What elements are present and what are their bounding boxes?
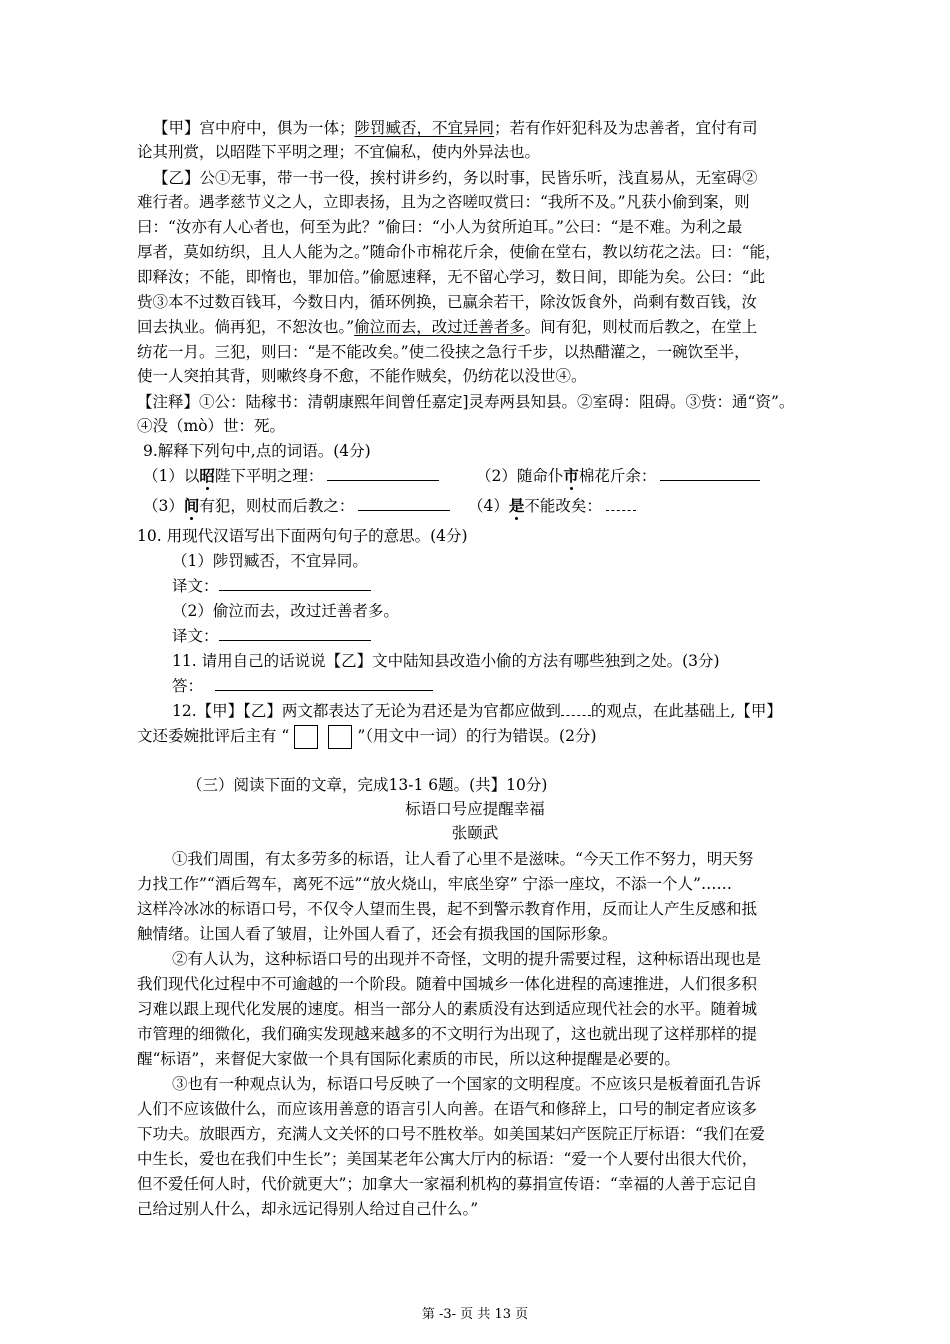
article-author: 张颐武: [451, 824, 499, 842]
yi-line-4: 厚者，莫如纺织，且人人能为之。”随命仆市棉花斤余，使偷在堂右，教以纺花之法。曰：“能，: [137, 243, 781, 261]
article-title: 标语口号应提醒幸福: [405, 800, 545, 818]
yi-line-8: 纺花一月。三犯，则曰：“是不能改矣。”使二役挟之急行千步，以热醋灌之，一碗饮至半，: [137, 343, 750, 361]
note-line-2: ④没（mò）世：死。: [137, 417, 286, 435]
q10-translation-2: 译文：: [172, 624, 371, 648]
q9-item-4: （4）是不能改矣：: [468, 494, 636, 518]
yi-line-6: 赀③本不过数百钱耳，今数日内，循环例换，已赢余若干，除汝饭食外，尚剩有数百钱，汝: [137, 293, 758, 311]
article-p2-line-2: 我们现代化过程中不可逾越的一个阶段。随着中国城乡一体化进程的高速推进，人们很多积: [137, 975, 758, 993]
q10-sentence-2: （2）偷泣而去，改过迁善者多。: [172, 602, 399, 620]
q10-title: 10. 用现代汉语写出下面两句句子的意思。(4分): [137, 527, 468, 545]
answer-blank[interactable]: [327, 465, 439, 481]
answer-blank[interactable]: [215, 675, 433, 691]
answer-blank[interactable]: [219, 575, 371, 591]
article-p2-line-5: 醒“标语”，来督促大家做一个具有国际化素质的市民，所以这种提醒是必要的。: [137, 1050, 680, 1068]
yi-line-1: 【乙】公①无事，带一书一役，挨村讲乡约，务以时事，民皆乐听，浅直易从，无室碍②: [153, 169, 758, 187]
yi-line-5: 即释汝；不能，即惰也，罪加倍。”偷愿速释，无不留心学习，数日间，即能为矣。公曰：“此: [137, 268, 766, 286]
article-p1-line-2: 力找工作”“酒后驾车，离死不远”“放火烧山，牢底坐穿” 宁添一座坟，不添一个人”……: [137, 875, 732, 893]
article-p2-line-1: ②有人认为，这种标语口号的出现并不奇怪，文明的提升需要过程，这种标语出现也是: [172, 950, 762, 968]
article-p3-line-1: ③也有一种观点认为，标语口号反映了一个国家的文明程度。不应该只是板着面孔告诉: [172, 1075, 762, 1093]
article-p3-line-5: 但不爱任何人时，代价就更大”；加拿大一家福利机构的募捐宣传语：“幸福的人善于忘记自: [137, 1175, 758, 1193]
answer-blank[interactable]: [660, 465, 760, 481]
q9-item-1: （1）以昭陛下平明之理：: [143, 464, 439, 488]
q11-title: 11. 请用自己的话说说【乙】文中陆知县改造小偷的方法有哪些独到之处。(3分): [172, 652, 720, 670]
q12-line-2: 文还委婉批评后主有 “ ”（用文中一词）的行为错误。(2分): [137, 724, 597, 749]
jia-line-2: 论其刑赏，以昭陛下平明之理；不宜偏私，使内外异法也。: [137, 143, 541, 161]
article-p2-line-4: 市管理的细微化，我们确实发现越来越多的不文明行为出现了，这也就出现了这样那样的提: [137, 1025, 758, 1043]
yi-line-2: 难行者。遇孝慈节义之人，立即表扬，且为之咨嗟叹赏曰：“我所不及。”凡获小偷到案，则: [137, 193, 750, 211]
answer-blank[interactable]: [561, 700, 591, 716]
article-p1-line-4: 触情绪。让国人看了皱眉，让外国人看了，还会有损我国的国际形象。: [137, 925, 618, 943]
answer-box[interactable]: [294, 725, 318, 749]
answer-blank[interactable]: [358, 495, 450, 511]
article-p3-line-6: 己给过别人什么，却永远记得别人给过自己什么。”: [137, 1200, 479, 1218]
q10-sentence-1: （1）陟罚臧否，不宜异同。: [172, 552, 368, 570]
answer-blank[interactable]: [606, 495, 636, 511]
yi-line-7: 回去执业。倘再犯，不恕汝也。”偷泣而去，改过迁善者多。间有犯，则杖而后教之，在堂上: [137, 318, 758, 336]
q12-line-1: 12.【甲】【乙】两文都表达了无论为君还是为官都应做到 的观点，在此基础上,【甲】: [172, 702, 782, 720]
article-p1-line-3: 这样冷冰冰的标语口号，不仅令人望而生畏，起不到警示教育作用，反而让人产生反感和抵: [137, 900, 758, 918]
answer-box[interactable]: [328, 725, 352, 749]
q9-item-3: （3）间有犯，则杖而后教之：: [143, 494, 450, 518]
article-p3-line-2: 人们不应该做什么，而应该用善意的语言引人向善。在语气和修辞上，口号的制定者应该多: [137, 1100, 758, 1118]
page-footer: 第 -3- 页 共 13 页: [421, 1307, 529, 1322]
article-p1-line-1: ①我们周围，有太多劳多的标语，让人看了心里不是滋味。“今天工作不努力，明天努: [172, 850, 754, 868]
q10-translation-1: 译文：: [172, 574, 371, 598]
jia-underlined-sentence: 陟罚臧否，不宜异同: [354, 119, 495, 137]
section-3-heading: （三）阅读下面的文章，完成13-1 6题。(共】10分): [187, 776, 548, 794]
jia-line-1: 【甲】宫中府中，俱为一体；陟罚臧否，不宜异同；若有作奸犯科及为忠善者，宜付有司: [153, 119, 758, 137]
q9-item-2: （2）随命仆市棉花斤余：: [476, 464, 760, 488]
article-p3-line-3: 下功夫。放眼西方，充满人文关怀的口号不胜枚举。如美国某妇产医院正厅标语：“我们在爱: [137, 1125, 765, 1143]
article-p2-line-3: 习难以跟上现代化发展的速度。相当一部分人的素质没有达到适应现代社会的水平。随着城: [137, 1000, 758, 1018]
yi-line-9: 使一人突拍其背，则嗽终身不愈，不能作贼矣，仍纺花以没世④。: [137, 367, 587, 385]
yi-line-3: 曰：“汝亦有人心者也，何至为此？”偷曰：“小人为贫所迫耳。”公曰：“是不难。为利之最: [137, 218, 743, 236]
q9-title: 9.解释下列句中,点的词语。(4分): [143, 442, 371, 460]
yi-underlined-sentence: 偷泣而去，改过迁善者多: [354, 318, 525, 336]
q11-answer: 答：: [172, 674, 433, 698]
answer-blank[interactable]: [219, 625, 371, 641]
note-line-1: 【注释】①公：陆稼书：清朝康熙年间曾任嘉定]灵寿两县知县。②室碍：阻碍。③赀：通“资”。: [137, 393, 795, 411]
article-p3-line-4: 中生长，爱也在我们中生长”；美国某老年公寓大厅内的标语：“爱一个人要付出很大代价，: [137, 1150, 758, 1168]
